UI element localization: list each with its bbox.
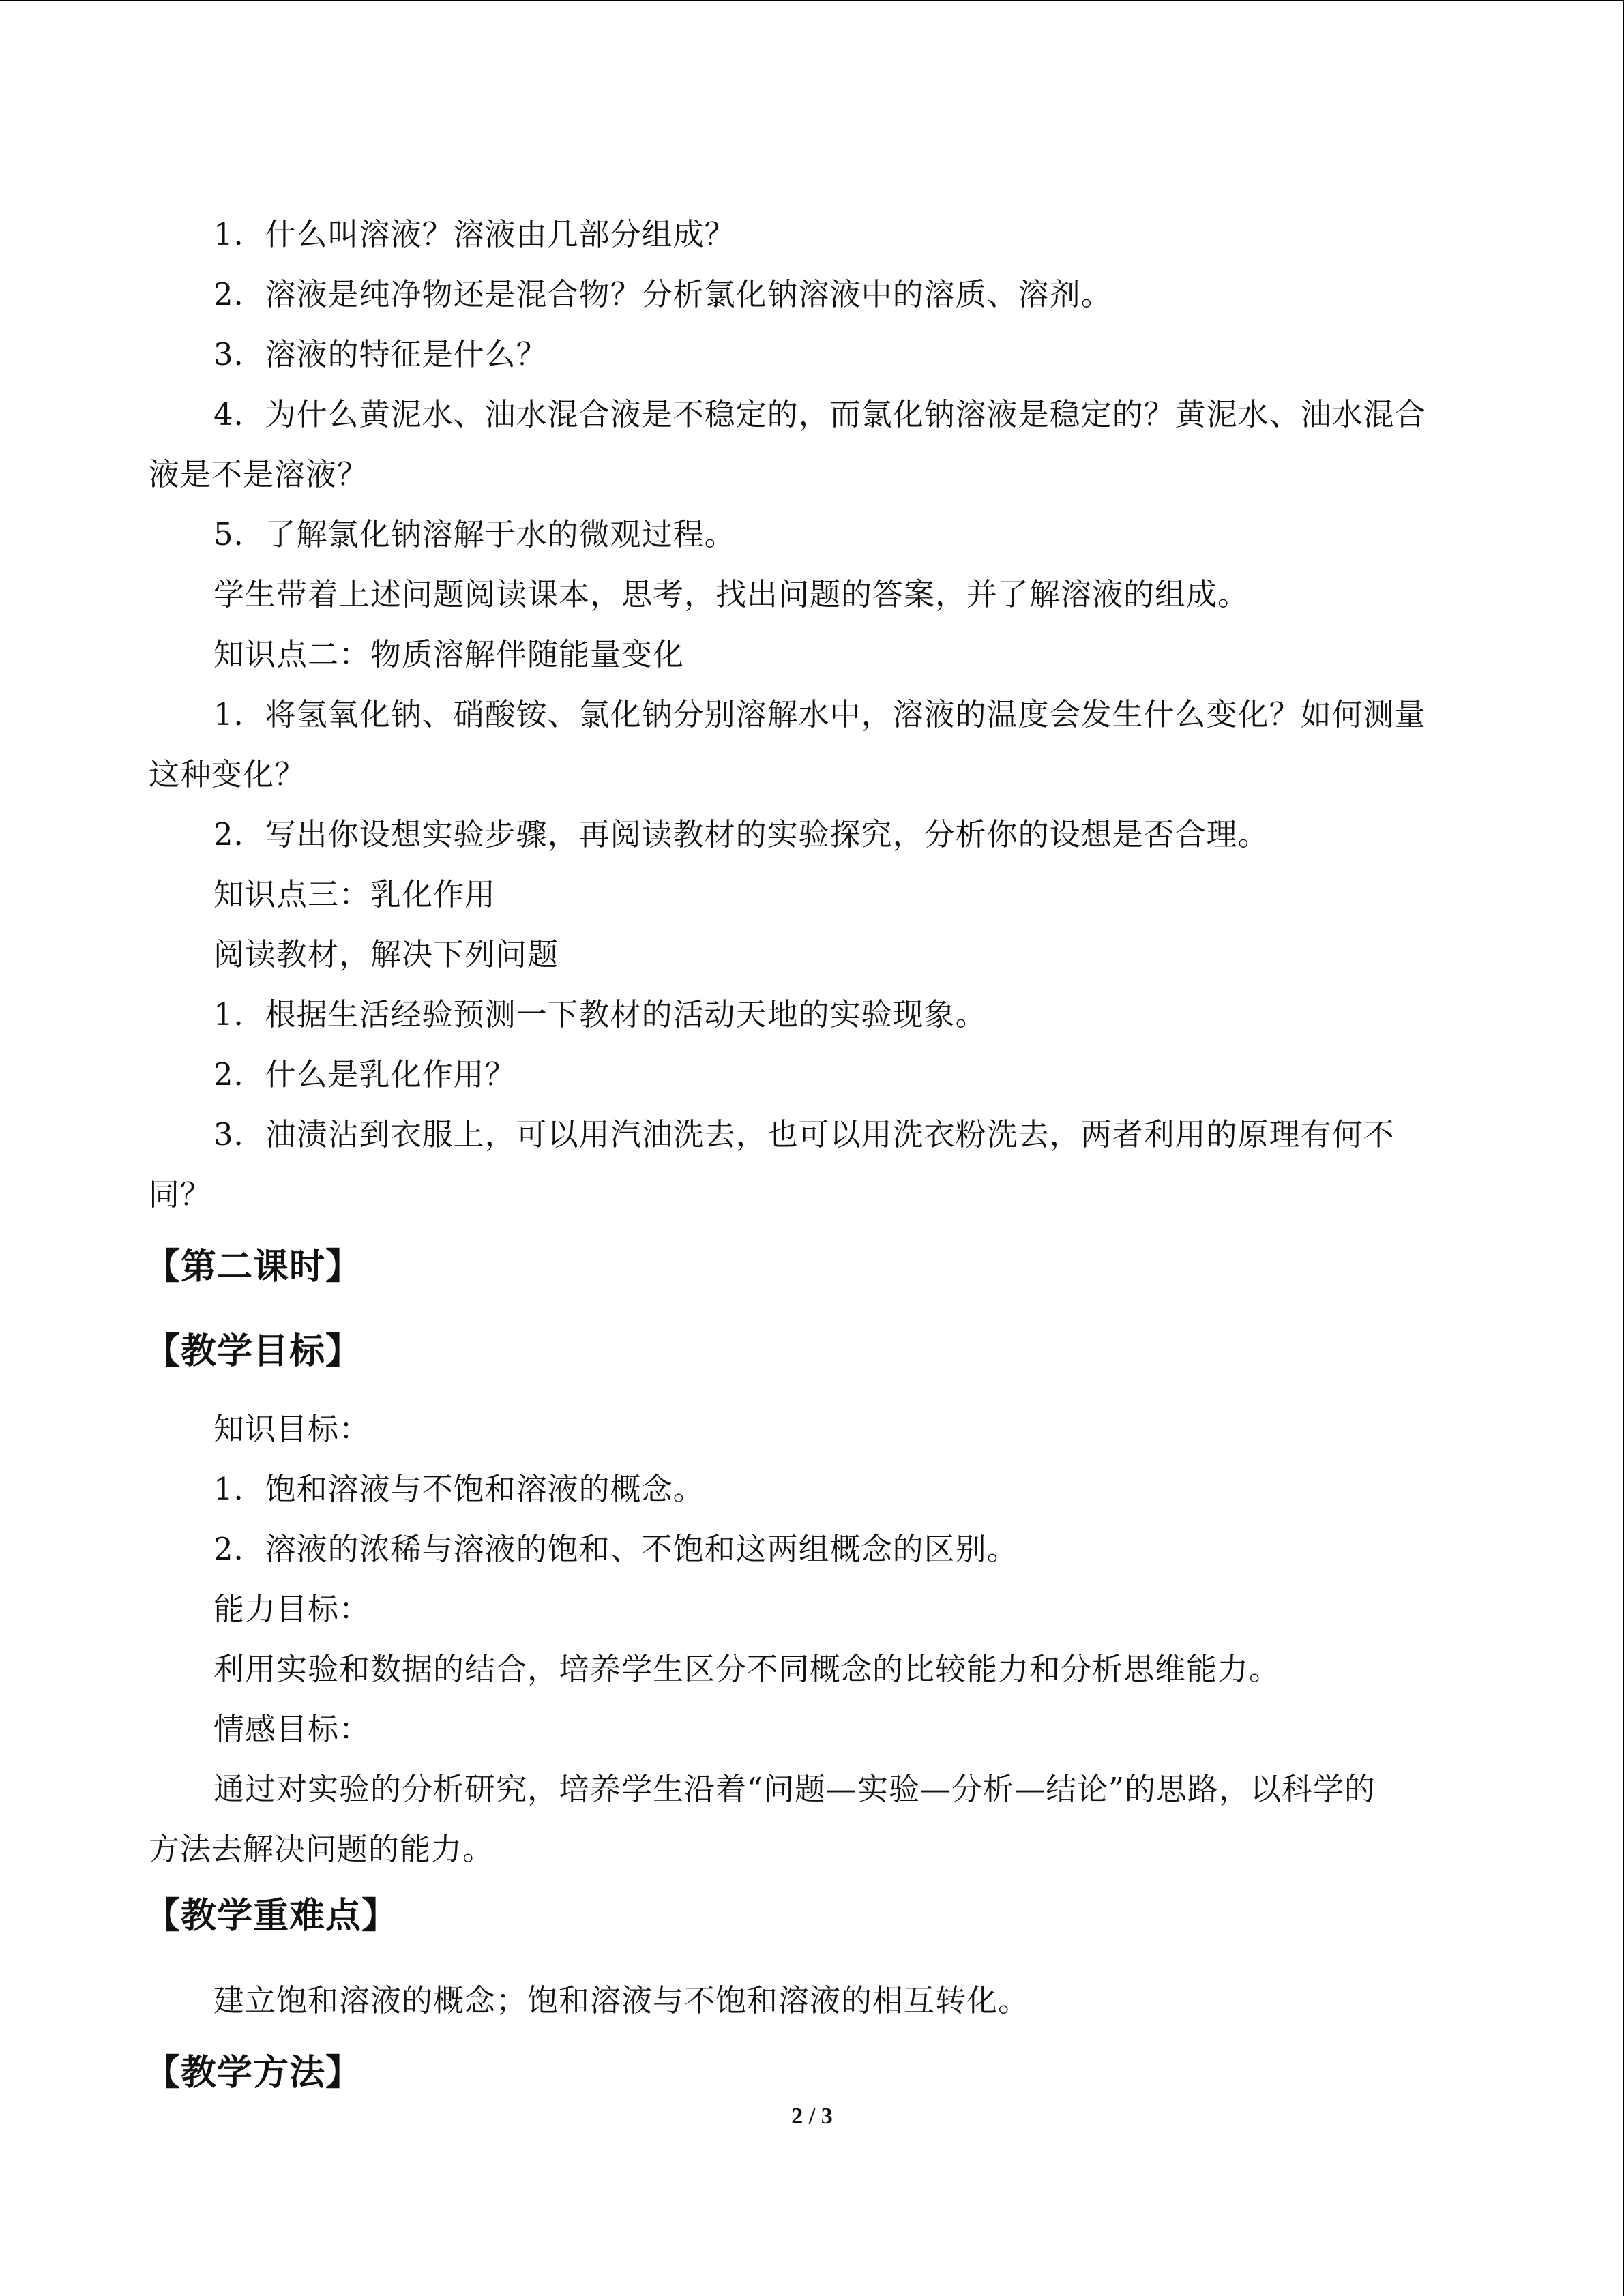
question-line: 1．根据生活经验预测一下教材的活动天地的实验现象。	[213, 996, 987, 1032]
question-line: 1．什么叫溶液？溶液由几部分组成？	[213, 216, 736, 252]
question-line: 2．写出你设想实验步骤，再阅读教材的实验探究，分析你的设想是否合理。	[213, 816, 1269, 852]
question-line-continued: 这种变化？	[149, 756, 306, 792]
question-line: 2．溶液是纯净物还是混合物？分析氯化钠溶液中的溶质、溶剂。	[213, 276, 1112, 312]
paragraph: 阅读教材，解决下列问题	[213, 936, 559, 972]
knowledge-point-title: 知识点二：物质溶解伴随能量变化	[213, 636, 685, 672]
section-heading-goals: 【教学目标】	[145, 1331, 362, 1372]
knowledge-point-title: 知识点三：乳化作用	[213, 876, 497, 912]
goal-item: 利用实验和数据的结合，培养学生区分不同概念的比较能力和分析思维能力。	[213, 1651, 1281, 1687]
question-line: 1．将氢氧化钠、硝酸铵、氯化钠分别溶解水中，溶液的温度会发生什么变化？如何测量	[213, 696, 1426, 732]
section-heading-key-points: 【教学重难点】	[145, 1896, 398, 1937]
goal-item: 1．饱和溶液与不饱和溶液的概念。	[213, 1471, 705, 1507]
question-line: 4．为什么黄泥水、油水混合液是不稳定的，而氯化钠溶液是稳定的？黄泥水、油水混合	[213, 396, 1426, 432]
page-top-border	[0, 0, 1624, 1]
goal-label: 情感目标：	[213, 1711, 371, 1747]
question-line: 5．了解氯化钠溶解于水的微观过程。	[213, 516, 736, 552]
document-body	[145, 205, 1475, 2107]
question-line-continued: 同？	[149, 1176, 212, 1212]
section-heading-lesson2: 【第二课时】	[145, 1247, 362, 1287]
question-line: 3．溶液的特征是什么？	[213, 336, 548, 372]
paragraph: 学生带着上述问题阅读课本，思考，找出问题的答案，并了解溶液的组成。	[213, 576, 1250, 612]
section-heading-methods: 【教学方法】	[145, 2053, 362, 2093]
page-number: 2 / 3	[791, 2104, 833, 2129]
goal-label: 知识目标：	[213, 1411, 371, 1447]
goal-item: 通过对实验的分析研究，培养学生沿着“问题—实验—分析—结论”的思路，以科学的	[213, 1771, 1376, 1807]
goal-label: 能力目标：	[213, 1591, 371, 1627]
question-line: 3．油渍沾到衣服上，可以用汽油洗去，也可以用洗衣粉洗去，两者利用的原理有何不	[213, 1116, 1395, 1152]
goal-item: 2．溶液的浓稀与溶液的饱和、不饱和这两组概念的区别。	[213, 1531, 1018, 1567]
goal-item-continued: 方法去解决问题的能力。	[149, 1831, 494, 1867]
question-line-continued: 液是不是溶液？	[149, 456, 369, 492]
paragraph: 建立饱和溶液的概念；饱和溶液与不饱和溶液的相互转化。	[213, 1982, 1030, 2018]
question-line: 2．什么是乳化作用？	[213, 1056, 516, 1092]
